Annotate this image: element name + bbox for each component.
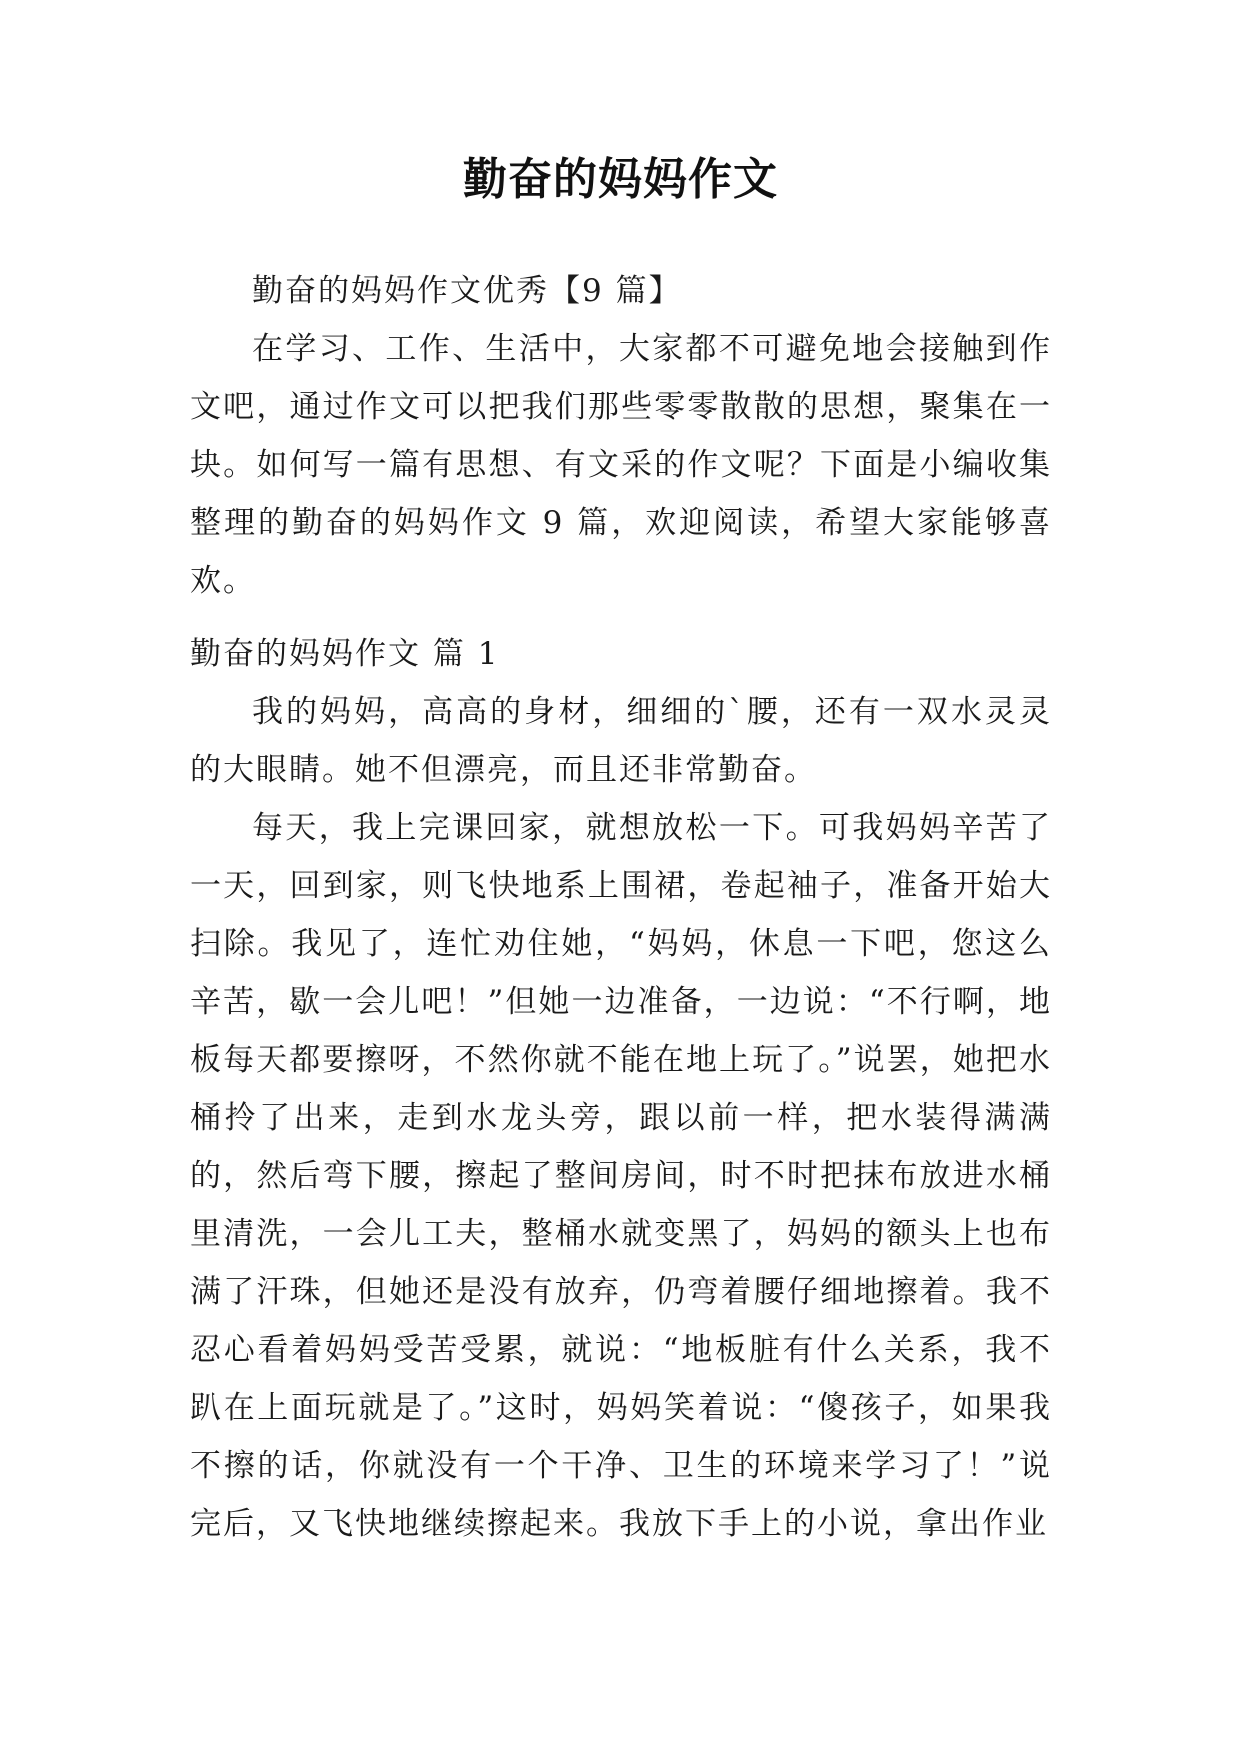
section-paragraph-1: 我的妈妈，高高的身材，细细的`腰，还有一双水灵灵的大眼睛。她不但漂亮，而且还非常勤奋。 <box>190 694 1052 788</box>
section-1 <box>190 625 1052 1553</box>
intro-paragraph: 在学习、工作、生活中，大家都不可避免地会接触到作文吧，通过作文可以把我们那些零零散散的思想，聚集在一块。如何写一篇有思想、有文采的作文呢？下面是小编收集整理的勤奋的妈妈作文 9 篇，欢迎阅读，希望大家能够喜欢。 <box>190 331 1052 599</box>
document-title: 勤奋的妈妈作文 <box>463 154 778 205</box>
section-paragraph-2: 每天，我上完课回家，就想放松一下。可我妈妈辛苦了一天，回到家，则飞快地系上围裙，卷起袖子，准备开始大扫除。我见了，连忙劝住她，“妈妈，休息一下吧，您这么辛苦，歇一会儿吧！”但她一边准备，一边说：“不行啊，地板每天都要擦呀，不然你就不能在地上玩了。”说罢，她把水桶拎了出来，走到水龙头旁，跟以前一样，把水装得满满的，然后弯下腰，擦起了整间房间，时不时把抹布放进水桶里清洗，一会儿工夫，整桶水就变黑了，妈妈的额头上也布满了汗珠，但她还是没有放弃，仍弯着腰仔细地擦着。我不忍心看着妈妈受苦受累，就说：“地板脏有什么关系，我不趴在上面玩就是了。”这时，妈妈笑着说：“傻孩子，如果我不擦的话，你就没有一个干净、卫生的环境来学习了！”说完后，又飞快地继续擦起来。我放下手上的小说，拿出作业 <box>190 810 1052 1542</box>
intro-block <box>190 262 1052 610</box>
subtitle: 勤奋的妈妈作文优秀【9 篇】 <box>252 273 682 309</box>
section-heading: 勤奋的妈妈作文 篇 1 <box>190 636 500 672</box>
